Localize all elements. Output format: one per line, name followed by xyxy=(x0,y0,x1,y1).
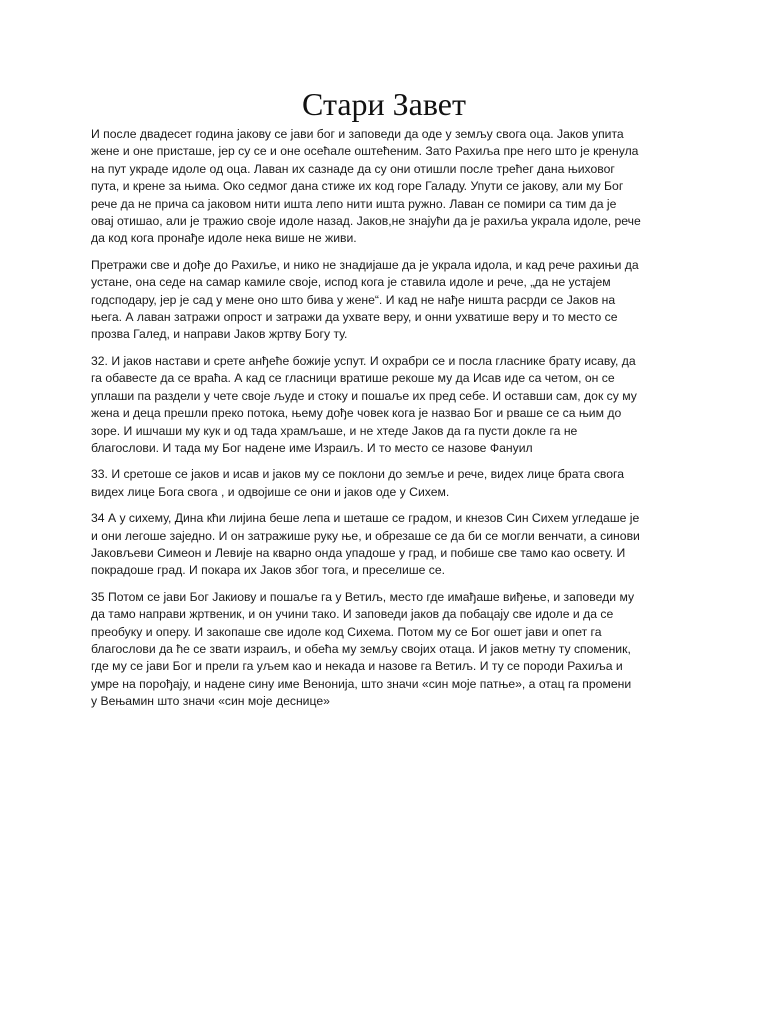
paragraph xyxy=(91,257,691,344)
paragraph-line: Претражи све и дође до Рахиље, и нико не знадијаше да је украла идола, и кад рече рахињи да xyxy=(91,257,639,272)
paragraph-line: годсподару, јер је сад у мене оно што бива у жене“. И кад не нађе ништа расрди се Јаков на xyxy=(91,292,616,307)
paragraph xyxy=(91,353,691,457)
paragraph-line: устане, она седе на самар камиле своје, испод кога је ставила идоле и рече, „да не устајем xyxy=(91,275,611,290)
paragraph xyxy=(91,466,691,501)
paragraph-line: да тамо направи жртвеник, и он учини тако. И заповеди јаков да побацају све идоле и да се xyxy=(91,607,614,622)
paragraph-line: 34 А у сихему, Дина кћи лијина беше лепа и шеташе се градом, и кнезов Син Сихем угледаше је xyxy=(91,511,640,526)
paragraph-line: покрадоше град. И покара их Јаков због тога, и преселише се. xyxy=(91,563,446,578)
paragraph-line: благослови да ће се звати израиљ, и обећа му земљу својих отаца. И јаков метну ту споменик, xyxy=(91,641,631,656)
paragraph-line: 35 Потом се јави Бог Јакиову и пошаље га у Ветиљ, место где имађаше виђење, и заповеди му xyxy=(91,589,635,604)
paragraph-line: прозва Галед, и направи Јаков жртву Богу ту. xyxy=(91,327,348,342)
paragraph-line: умре на порођају, и надене сину име Венонија, што значи «син моје патње», а отац га промени xyxy=(91,676,632,691)
paragraph xyxy=(91,589,691,711)
paragraph-line: у Вењамин што значи «син моје деснице» xyxy=(91,694,330,709)
paragraph-line: њега. А лаван затражи опрост и затражи да ухвате веру, и онни ухватише веру и то место се xyxy=(91,310,618,325)
paragraph-line: жена и деца прешли преко потока, њему дође човек кога је назвао Бог и рваше се са њим до xyxy=(91,406,622,421)
paragraph-line: благослови. И тада му Бог надене име Израиљ. И то место се назове Фануил xyxy=(91,440,533,455)
paragraph-line: 32. И јаков настави и срете анђеће божије успут. И охрабри се и посла гласнике брату исаву, да xyxy=(91,353,636,368)
paragraph-line: да код кога пронађе идоле нека више не живи. xyxy=(91,231,357,246)
paragraph-line: овај отишао, али је тражио своје идоле назад. Јаков,не знајући да је рахиља украла идоле, рече xyxy=(91,214,641,229)
paragraph-line: преобуку и оперу. И закопаше све идоле код Сихема. Потом му се Бог ошет јави и опет га xyxy=(91,624,602,639)
paragraph-line: где му се јави Бог и прели га уљем као и некада и назове га Ветиљ. И ту се породи Рахиља и xyxy=(91,659,623,674)
paragraph-line: пута, и крене за њима. Око седмог дана стиже их код горе Галаду. Упути се јакову, али му Бог xyxy=(91,179,624,194)
paragraph-line: и они легоше заједно. И он затражише руку ње, и обрезаше се да би се могли венчати, а синови xyxy=(91,528,640,543)
paragraph xyxy=(91,126,691,248)
document-title: Стари Завет xyxy=(302,86,466,122)
paragraph-line: жене и оне присташе, јер су се и оне осећале оштећеним. Зато Рахиља пре него што је кренула xyxy=(91,144,639,159)
paragraph-line: на пут украде идоле од оца. Лаван их сазнаде да су они отишли после трећег дана њиховог xyxy=(91,161,615,176)
paragraph-line: рече да не прича са јаковом нити ишта лепо нити ишта ружно. Лаван се помири са тим да је xyxy=(91,196,617,211)
paragraph-line: зоре. И ишчаши му кук и од тада храмљаше, и не хтеде Јаков да га пусти докле га не xyxy=(91,423,578,438)
paragraph-line: га обавесте да се враћа. А кад се гласници вратише рекоше му да Исав иде са четом, он се xyxy=(91,371,615,386)
paragraph-line: уплаши па раздели у чете своје људе и стоку и пошаље их пред себе. И оставши сам, док су му xyxy=(91,388,637,403)
paragraph-line: видех лице Бога свога , и одвојише се они и јаков оде у Сихем. xyxy=(91,484,450,499)
paragraph-line: Јаковљеви Симеон и Левије на кварно онда упадоше у град, и побише све тамо као освету. И xyxy=(91,545,626,560)
paragraph xyxy=(91,510,691,580)
paragraph-line: 33. И сретоше се јаков и исав и јаков му се поклони до земље и рече, видех лице брата свога xyxy=(91,467,624,482)
paragraph-line: И после двадесет година јакову се јави бог и заповеди да оде у земљу свога оца. Јаков упита xyxy=(91,127,624,141)
document-body xyxy=(91,126,691,720)
